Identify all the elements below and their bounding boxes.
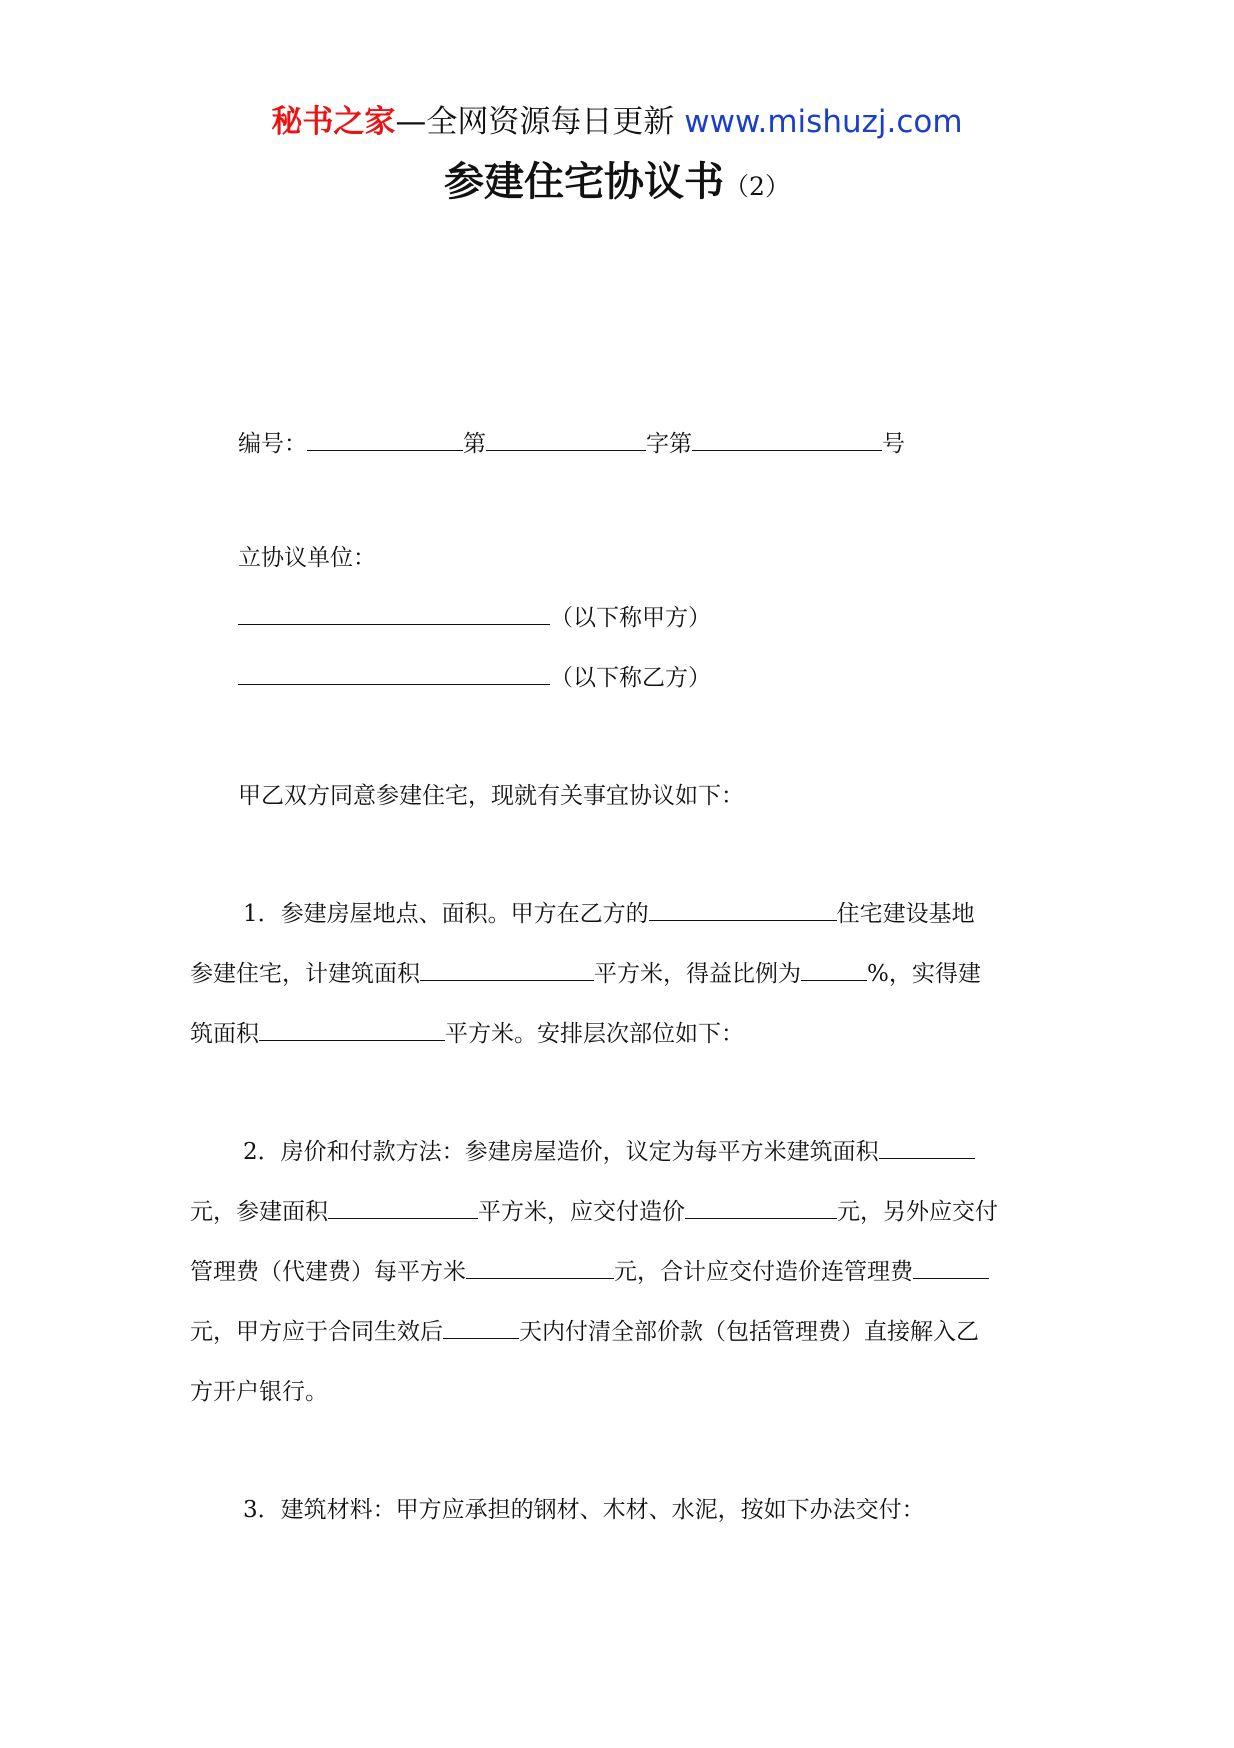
- serial-line: [238, 424, 905, 464]
- party-b-line: [238, 658, 711, 698]
- parties-label: 立协议单位：: [238, 545, 376, 571]
- party-a-blank[interactable]: [238, 604, 550, 625]
- party-a-line: [238, 598, 711, 638]
- brand-slogan: —全网资源每日更新: [395, 104, 675, 140]
- clause2-blank-area[interactable]: [328, 1198, 478, 1219]
- title-main: 参建住宅协议书: [444, 159, 725, 205]
- clause1-blank-site[interactable]: [649, 900, 837, 921]
- clause2-blank-days[interactable]: [443, 1318, 519, 1339]
- title-number: （2）: [724, 172, 790, 201]
- clause1-text-2b: 平方米，得益比例为: [594, 961, 801, 987]
- clause1-text-3b: 平方米。安排层次部位如下：: [445, 1021, 744, 1047]
- site-header: [0, 100, 1234, 144]
- site-url-link[interactable]: www.mishuzj.com: [684, 104, 963, 140]
- clause1-blank-actual-area[interactable]: [259, 1020, 445, 1041]
- clause1-line1: [243, 894, 975, 934]
- clause2-text-4a: 元，甲方应于合同生效后: [190, 1319, 443, 1345]
- clause1-blank-area[interactable]: [420, 960, 594, 981]
- clause2-text-1a: 2．房价和付款方法：参建房屋造价，议定为每平方米建筑面积: [243, 1139, 879, 1165]
- clause1-text-2c: %，实得建: [867, 961, 981, 987]
- party-b-blank[interactable]: [238, 664, 550, 685]
- serial-zidi: 字第: [646, 431, 692, 457]
- clause2-blank-unit-price[interactable]: [879, 1138, 975, 1159]
- serial-blank-1[interactable]: [307, 430, 463, 451]
- serial-label: 编号：: [238, 431, 307, 457]
- clause2-blank-cost[interactable]: [685, 1198, 837, 1219]
- intro-text: 甲乙双方同意参建住宅，现就有关事宜协议如下：: [238, 783, 744, 809]
- party-b-label: （以下称乙方）: [550, 665, 711, 691]
- clause1-line3: [190, 1014, 744, 1054]
- serial-blank-2[interactable]: [486, 430, 646, 451]
- clause2-text-3b: 元，合计应交付造价连管理费: [614, 1259, 913, 1285]
- clause1-line2: [190, 954, 981, 994]
- clause2-line3: [190, 1252, 989, 1292]
- clause1-text-2a: 参建住宅，计建筑面积: [190, 961, 420, 987]
- clause2-line5: 方开户银行。: [190, 1379, 328, 1405]
- clause2-line1: [243, 1132, 975, 1172]
- serial-blank-3[interactable]: [692, 430, 882, 451]
- clause1-text-1b: 住宅建设基地: [836, 901, 975, 927]
- party-a-label: （以下称甲方）: [550, 605, 711, 631]
- clause2-text-4b: 天内付清全部价款（包括管理费）直接解入乙: [519, 1319, 979, 1345]
- clause2-text-2a: 元，参建面积: [190, 1199, 328, 1225]
- brand-name: 秘书之家: [271, 104, 396, 140]
- serial-hao: 号: [882, 431, 905, 457]
- clause2-line4: [190, 1312, 979, 1352]
- clause3-line1: 3．建筑材料：甲方应承担的钢材、木材、水泥，按如下办法交付：: [243, 1497, 925, 1523]
- clause1-text-3a: 筑面积: [190, 1021, 259, 1047]
- clause2-text-2b: 平方米，应交付造价: [478, 1199, 685, 1225]
- clause1-blank-ratio[interactable]: [801, 960, 867, 981]
- clause2-line2: [190, 1192, 998, 1232]
- clause1-text-1a: 1．参建房屋地点、面积。甲方在乙方的: [243, 901, 649, 927]
- clause2-text-3a: 管理费（代建费）每平方米: [190, 1259, 466, 1285]
- clause2-blank-total[interactable]: [913, 1258, 989, 1279]
- clause2-text-2c: 元，另外应交付: [837, 1199, 998, 1225]
- clause2-blank-fee[interactable]: [466, 1258, 614, 1279]
- document-title: [0, 152, 1234, 220]
- serial-di: 第: [463, 431, 486, 457]
